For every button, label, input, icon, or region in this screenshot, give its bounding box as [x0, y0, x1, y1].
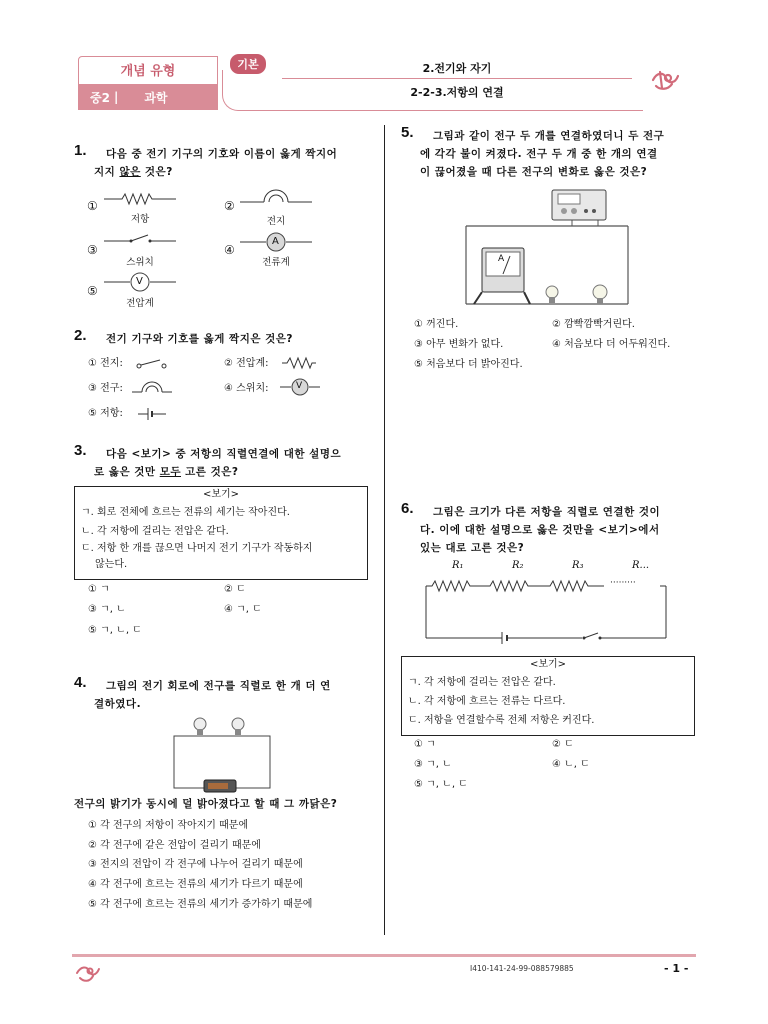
subunit-title: 2-2-3.저항의 연결	[410, 86, 504, 99]
q3-box-line-1: ㄱ. 회로 전체에 흐르는 전류의 세기는 작아진다.	[81, 507, 290, 518]
q3-text-line2	[94, 463, 238, 481]
ammeter-letter: A	[272, 236, 279, 247]
q5-meter-letter: A	[498, 254, 505, 264]
footer-rule	[72, 954, 696, 957]
q6-box-line-3: ㄷ. 저항을 연결할수록 전체 저항은 커진다.	[408, 715, 595, 726]
q6-example-box	[401, 656, 695, 736]
q6-box-line-2: ㄴ. 각 저항에 흐르는 전류는 다르다.	[408, 696, 566, 707]
q1-option-5-mark[interactable]: ⑤	[87, 284, 98, 298]
q4-circuit-diagram	[170, 714, 274, 794]
battery-symbol-icon	[138, 406, 166, 422]
q6-resistor-label-n: R...	[632, 560, 650, 571]
q5-circuit-diagram	[460, 186, 632, 310]
resistor-symbol-icon	[282, 356, 316, 370]
q4-text-line2: 결하였다.	[94, 698, 142, 710]
q1-option-3-name: 스위치	[126, 257, 154, 268]
q3-text-underlined: 모두	[159, 466, 181, 478]
q6-text-line3: 있는 대로 고른 것은?	[420, 542, 525, 554]
q6-resistor-label-2: R₂	[512, 560, 524, 571]
q1-text-line2	[94, 163, 173, 181]
q1-stem	[106, 145, 376, 163]
switch-symbol-icon	[104, 231, 176, 247]
publisher-logo-icon	[648, 66, 682, 94]
q1-option-1-name: 저항	[130, 214, 150, 225]
q2-option-2[interactable]: ② 전압계:	[224, 358, 269, 369]
q3-option-2[interactable]: ② ㄷ	[224, 584, 246, 595]
switch-symbol-icon	[136, 357, 170, 371]
q3-text2b: 고른 것은?	[180, 466, 239, 478]
q6-option-4[interactable]: ④ ㄴ, ㄷ	[552, 759, 590, 770]
q1-option-4-mark[interactable]: ④	[224, 243, 235, 257]
q6-option-1[interactable]: ① ㄱ	[414, 739, 436, 750]
q1-option-2-mark[interactable]: ②	[224, 199, 235, 213]
question-1	[74, 142, 87, 159]
subject-label: 과학	[144, 90, 168, 105]
concept-label: 개념 유형	[120, 64, 176, 79]
q6-option-3[interactable]: ③ ㄱ, ㄴ	[414, 759, 452, 770]
q4-question: 전구의 밝기가 동시에 덜 밝아졌다고 할 때 그 까닭은?	[74, 798, 338, 810]
grade-label: 중2	[90, 90, 110, 105]
unit-title: 2.전기와 자기	[422, 62, 492, 75]
q2-text: 전기 기구와 기호를 옳게 짝지은 것은?	[106, 333, 294, 345]
bulb-symbol-icon	[132, 376, 172, 398]
q1-option-2-name: 전지	[266, 216, 286, 227]
voltmeter-letter: V	[136, 276, 143, 287]
q1-option-4-name: 전류계	[262, 257, 290, 268]
q1-option-5-name: 전압계	[126, 298, 154, 309]
q1-text-line1: 다음 중 전기 기구의 기호와 이름이 옳게 짝지어	[106, 148, 338, 160]
q6-option-2[interactable]: ② ㄷ	[552, 739, 574, 750]
grade-separator: |	[113, 90, 119, 104]
q6-text-line2: 다. 이에 대한 설명으로 옳은 것만을 <보기>에서	[420, 524, 660, 536]
q3-option-3[interactable]: ③ ㄱ, ㄴ	[88, 604, 126, 615]
q3-box-line-3: ㄷ. 저항 한 개를 끊으면 나머지 전기 기구가 작동하지	[81, 543, 313, 554]
q3-box-title: <보기>	[202, 489, 240, 500]
q4-option-5[interactable]: ⑤ 각 전구에 흐르는 전류의 세기가 증가하기 때문에	[88, 899, 313, 910]
q6-number: 6.	[401, 500, 414, 517]
q2-voltmeter-letter: V	[296, 381, 303, 391]
q5-option-2[interactable]: ② 깜빡깜빡거린다.	[552, 319, 635, 330]
bulb-symbol-icon	[240, 184, 312, 210]
header-rule	[282, 78, 632, 79]
q1-option-3-mark[interactable]: ③	[87, 243, 98, 257]
q3-option-5[interactable]: ⑤ ㄱ, ㄴ, ㄷ	[88, 625, 142, 636]
q5-option-1[interactable]: ① 꺼진다.	[414, 319, 459, 330]
q3-box-line-2: ㄴ. 각 저항에 걸리는 전압은 같다.	[81, 526, 229, 537]
q1-text-underlined: 않은	[119, 166, 141, 178]
q3-text-line1: 다음 <보기> 중 저항의 직렬연결에 대한 설명으	[106, 448, 342, 460]
q2-number: 2.	[74, 327, 87, 344]
level-tag: 기본	[230, 54, 266, 74]
q4-option-2[interactable]: ② 각 전구에 같은 전압이 걸리기 때문에	[88, 840, 261, 851]
q6-continuation-dots: ·········	[610, 578, 636, 588]
q4-option-1[interactable]: ① 각 전구의 저항이 작아지기 때문에	[88, 820, 249, 831]
q1-text2a: 지지	[94, 166, 120, 178]
q3-number: 3.	[74, 442, 87, 459]
q3-example-box	[74, 486, 368, 580]
q5-option-4[interactable]: ④ 처음보다 더 어두워진다.	[552, 339, 671, 350]
publisher-logo-icon	[74, 962, 102, 984]
q6-resistor-label-3: R₃	[572, 560, 584, 571]
q5-text-line3: 이 끊어졌을 때 다른 전구의 변화로 옳은 것은?	[420, 166, 648, 178]
q4-option-4[interactable]: ④ 각 전구에 흐르는 전류의 세기가 다르기 때문에	[88, 879, 303, 890]
q4-text-line1: 그림의 전기 회로에 전구를 직렬로 한 개 더 연	[106, 680, 331, 692]
q5-text-line2: 에 각각 불이 켜졌다. 전구 두 개 중 한 개의 연결	[420, 148, 658, 160]
q4-option-3[interactable]: ③ 전지의 전압이 각 전구에 나누어 걸리기 때문에	[88, 859, 303, 870]
q2-option-5[interactable]: ⑤ 저항:	[88, 408, 123, 419]
q1-option-1-mark[interactable]: ①	[87, 199, 98, 213]
q2-option-4[interactable]: ④ 스위치:	[224, 383, 269, 394]
q5-option-5[interactable]: ⑤ 처음보다 더 밝아진다.	[414, 359, 523, 370]
q1-number: 1.	[74, 142, 87, 159]
q5-number: 5.	[401, 124, 414, 141]
q6-option-5[interactable]: ⑤ ㄱ, ㄴ, ㄷ	[414, 779, 468, 790]
page-number: - 1 -	[664, 962, 689, 975]
q6-box-title: <보기>	[529, 659, 567, 670]
q6-text-line1: 그림은 크기가 다른 저항을 직렬로 연결한 것이	[433, 506, 661, 518]
q3-box-line-4: 않는다.	[95, 559, 128, 570]
q6-box-line-1: ㄱ. 각 저항에 걸리는 전압은 같다.	[408, 677, 556, 688]
q3-option-1[interactable]: ① ㄱ	[88, 584, 110, 595]
column-divider	[384, 125, 385, 935]
q2-option-3[interactable]: ③ 전구:	[88, 383, 123, 394]
grade-subject-bar	[78, 84, 218, 110]
q2-option-1[interactable]: ① 전지:	[88, 358, 123, 369]
q6-resistor-label-1: R₁	[452, 560, 464, 571]
q3-text2a: 로 옳은 것만	[94, 466, 160, 478]
q5-text-line1: 그림과 같이 전구 두 개를 연결하였더니 두 전구	[433, 130, 665, 142]
q1-text2b: 것은?	[140, 166, 173, 178]
q4-number: 4.	[74, 674, 87, 691]
q3-option-4[interactable]: ④ ㄱ, ㄷ	[224, 604, 262, 615]
q5-option-3[interactable]: ③ 아무 변화가 없다.	[414, 339, 504, 350]
footer-code: I410-141-24-99-088579885	[470, 964, 574, 973]
resistor-symbol-icon	[104, 191, 176, 207]
